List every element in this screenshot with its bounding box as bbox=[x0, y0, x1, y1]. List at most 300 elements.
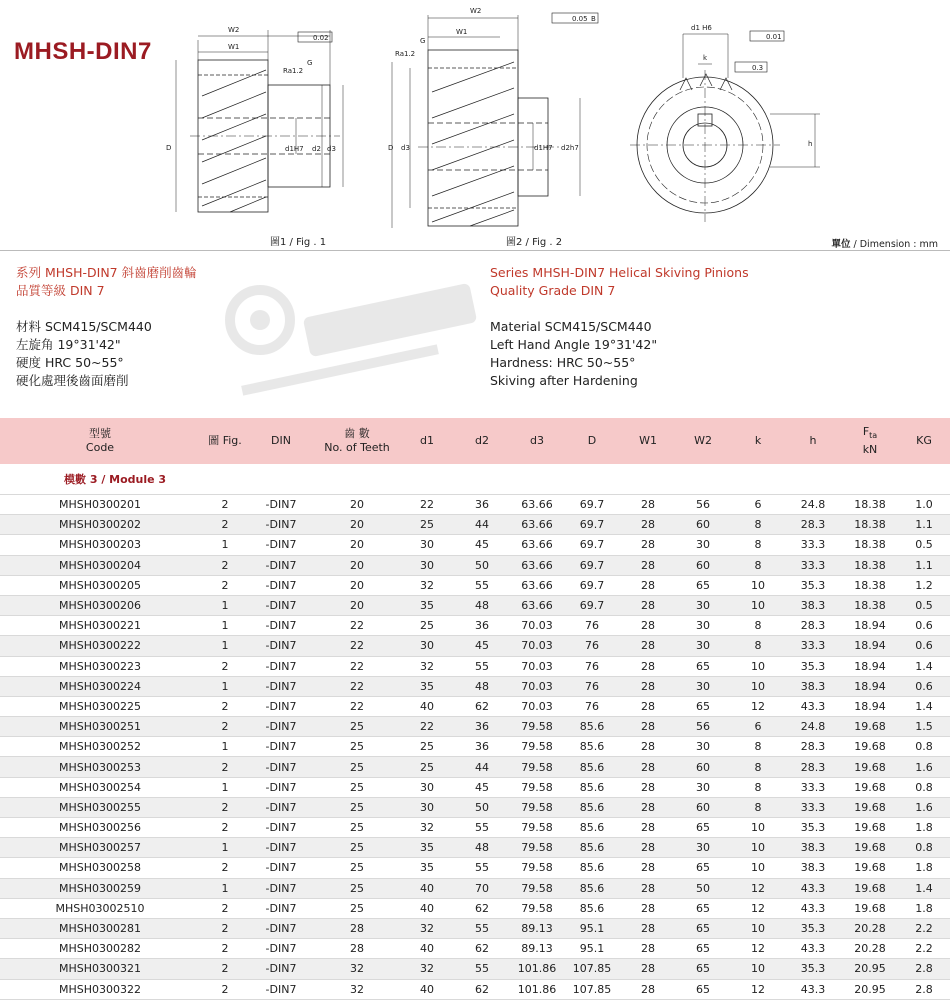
cell-code: MHSH0300252 bbox=[0, 737, 200, 757]
cell-code: MHSH0300254 bbox=[0, 777, 200, 797]
cell-h: 38.3 bbox=[784, 838, 842, 858]
cell-kg: 0.6 bbox=[898, 616, 950, 636]
cell-w2: 65 bbox=[674, 696, 732, 716]
cell-teeth: 25 bbox=[312, 777, 402, 797]
cell-h: 35.3 bbox=[784, 575, 842, 595]
figure-2-drawing bbox=[388, 7, 598, 228]
cell-d1: 32 bbox=[402, 575, 452, 595]
cell-w2: 30 bbox=[674, 595, 732, 615]
table-row bbox=[0, 777, 950, 797]
cell-fig: 2 bbox=[200, 918, 250, 938]
cell-d1: 30 bbox=[402, 535, 452, 555]
cell-k: 10 bbox=[732, 959, 784, 979]
cell-h: 38.3 bbox=[784, 676, 842, 696]
svg-text:d1 H6: d1 H6 bbox=[691, 24, 712, 32]
table-header-row bbox=[0, 418, 950, 464]
svg-text:W2: W2 bbox=[470, 7, 482, 15]
cell-d3: 89.13 bbox=[512, 939, 562, 959]
cell-k: 10 bbox=[732, 575, 784, 595]
cell-d2: 36 bbox=[452, 737, 512, 757]
table-row bbox=[0, 555, 950, 575]
figure-3-drawing bbox=[630, 24, 820, 222]
cell-fta: 18.94 bbox=[842, 636, 898, 656]
info-english bbox=[490, 264, 749, 390]
col-code: 型號 Code bbox=[0, 418, 200, 464]
cell-d2: 55 bbox=[452, 959, 512, 979]
cell-kg: 2.2 bbox=[898, 918, 950, 938]
cell-fta: 18.38 bbox=[842, 495, 898, 515]
table-row bbox=[0, 898, 950, 918]
cell-d2: 44 bbox=[452, 515, 512, 535]
cell-code: MHSH0300206 bbox=[0, 595, 200, 615]
cell-din: -DIN7 bbox=[250, 777, 312, 797]
cell-d2: 55 bbox=[452, 918, 512, 938]
cell-d1: 32 bbox=[402, 818, 452, 838]
col-fig: 圖 Fig. bbox=[200, 418, 250, 464]
module-row bbox=[0, 464, 950, 495]
cell-fig: 2 bbox=[200, 717, 250, 737]
cell-d2: 50 bbox=[452, 555, 512, 575]
cell-d3: 63.66 bbox=[512, 495, 562, 515]
cell-d1: 32 bbox=[402, 918, 452, 938]
table-row bbox=[0, 676, 950, 696]
svg-text:d3: d3 bbox=[401, 144, 410, 152]
cell-teeth: 28 bbox=[312, 918, 402, 938]
table-row bbox=[0, 737, 950, 757]
table-row bbox=[0, 656, 950, 676]
cell-kg: 1.8 bbox=[898, 818, 950, 838]
cell-fig: 2 bbox=[200, 515, 250, 535]
cell-fig: 2 bbox=[200, 979, 250, 999]
cell-d3: 63.66 bbox=[512, 555, 562, 575]
cell-h: 28.3 bbox=[784, 737, 842, 757]
cell-d1: 25 bbox=[402, 737, 452, 757]
cell-w1: 28 bbox=[622, 838, 674, 858]
table-row bbox=[0, 918, 950, 938]
cell-k: 8 bbox=[732, 535, 784, 555]
cell-d3: 70.03 bbox=[512, 616, 562, 636]
cell-fta: 19.68 bbox=[842, 818, 898, 838]
figure-1-drawing bbox=[166, 26, 343, 212]
cell-fig: 1 bbox=[200, 616, 250, 636]
col-din: DIN bbox=[250, 418, 312, 464]
cell-code: MHSH0300258 bbox=[0, 858, 200, 878]
cell-D: 85.6 bbox=[562, 777, 622, 797]
cell-fta: 19.68 bbox=[842, 838, 898, 858]
cell-teeth: 22 bbox=[312, 656, 402, 676]
cell-k: 8 bbox=[732, 757, 784, 777]
cell-w2: 60 bbox=[674, 555, 732, 575]
cell-w2: 30 bbox=[674, 636, 732, 656]
cell-din: -DIN7 bbox=[250, 959, 312, 979]
cell-d2: 36 bbox=[452, 495, 512, 515]
technical-drawings bbox=[0, 0, 950, 250]
cell-fta: 19.68 bbox=[842, 717, 898, 737]
dimension-note-zh: 單位 bbox=[831, 239, 851, 250]
cell-k: 12 bbox=[732, 898, 784, 918]
cell-h: 43.3 bbox=[784, 898, 842, 918]
cell-d3: 79.58 bbox=[512, 797, 562, 817]
table-row bbox=[0, 818, 950, 838]
cell-teeth: 20 bbox=[312, 575, 402, 595]
cell-teeth: 22 bbox=[312, 636, 402, 656]
cell-d3: 70.03 bbox=[512, 636, 562, 656]
cell-fig: 1 bbox=[200, 737, 250, 757]
cell-D: 76 bbox=[562, 636, 622, 656]
cell-d1: 30 bbox=[402, 797, 452, 817]
cell-d1: 30 bbox=[402, 777, 452, 797]
cell-d2: 48 bbox=[452, 676, 512, 696]
cell-h: 38.3 bbox=[784, 595, 842, 615]
cell-din: -DIN7 bbox=[250, 939, 312, 959]
cell-code: MHSH0300222 bbox=[0, 636, 200, 656]
cell-D: 69.7 bbox=[562, 595, 622, 615]
cell-d3: 79.58 bbox=[512, 898, 562, 918]
cell-d3: 89.13 bbox=[512, 918, 562, 938]
table-row bbox=[0, 535, 950, 555]
dimension-note bbox=[831, 236, 938, 250]
cell-d2: 62 bbox=[452, 979, 512, 999]
svg-text:d2h7: d2h7 bbox=[561, 144, 579, 152]
cell-fta: 18.38 bbox=[842, 575, 898, 595]
svg-text:W2: W2 bbox=[228, 26, 240, 34]
col-teeth: 齒 數 No. of Teeth bbox=[312, 418, 402, 464]
cell-k: 8 bbox=[732, 616, 784, 636]
cell-w2: 60 bbox=[674, 515, 732, 535]
cell-D: 95.1 bbox=[562, 918, 622, 938]
cell-d3: 63.66 bbox=[512, 575, 562, 595]
cell-D: 85.6 bbox=[562, 818, 622, 838]
cell-code: MHSH0300257 bbox=[0, 838, 200, 858]
cell-w2: 65 bbox=[674, 818, 732, 838]
cell-k: 10 bbox=[732, 818, 784, 838]
cell-din: -DIN7 bbox=[250, 979, 312, 999]
cell-kg: 1.1 bbox=[898, 515, 950, 535]
cell-din: -DIN7 bbox=[250, 838, 312, 858]
cell-d1: 25 bbox=[402, 616, 452, 636]
cell-d1: 25 bbox=[402, 515, 452, 535]
cell-din: -DIN7 bbox=[250, 676, 312, 696]
cell-k: 8 bbox=[732, 737, 784, 757]
cell-code: MHSH0300223 bbox=[0, 656, 200, 676]
watermark-logo-icon bbox=[220, 265, 520, 415]
cell-din: -DIN7 bbox=[250, 858, 312, 878]
cell-fig: 2 bbox=[200, 575, 250, 595]
cell-d2: 45 bbox=[452, 636, 512, 656]
cell-d3: 79.58 bbox=[512, 878, 562, 898]
cell-d2: 62 bbox=[452, 696, 512, 716]
cell-w1: 28 bbox=[622, 939, 674, 959]
cell-d2: 45 bbox=[452, 777, 512, 797]
svg-text:W1: W1 bbox=[456, 28, 468, 36]
series-en: Series MHSH-DIN7 Helical Skiving Pinions bbox=[490, 265, 749, 280]
cell-w2: 50 bbox=[674, 878, 732, 898]
cell-kg: 1.2 bbox=[898, 575, 950, 595]
spec-table bbox=[0, 418, 950, 1000]
cell-d3: 79.58 bbox=[512, 717, 562, 737]
cell-w1: 28 bbox=[622, 878, 674, 898]
cell-k: 10 bbox=[732, 656, 784, 676]
cell-fig: 1 bbox=[200, 878, 250, 898]
cell-kg: 1.8 bbox=[898, 898, 950, 918]
cell-fta: 20.95 bbox=[842, 979, 898, 999]
cell-w2: 30 bbox=[674, 535, 732, 555]
cell-d1: 35 bbox=[402, 595, 452, 615]
cell-teeth: 25 bbox=[312, 797, 402, 817]
cell-d2: 55 bbox=[452, 858, 512, 878]
svg-text:Ra1.2: Ra1.2 bbox=[283, 67, 304, 75]
svg-text:0.3: 0.3 bbox=[752, 64, 764, 72]
cell-d2: 70 bbox=[452, 878, 512, 898]
cell-fta: 18.38 bbox=[842, 595, 898, 615]
col-d1: d1 bbox=[402, 418, 452, 464]
treatment-zh: 硬化處理後齒面磨削 bbox=[16, 373, 129, 388]
cell-kg: 0.8 bbox=[898, 777, 950, 797]
cell-h: 28.3 bbox=[784, 515, 842, 535]
cell-code: MHSH0300205 bbox=[0, 575, 200, 595]
cell-kg: 1.6 bbox=[898, 797, 950, 817]
cell-w2: 65 bbox=[674, 858, 732, 878]
cell-d1: 30 bbox=[402, 555, 452, 575]
col-w1: W1 bbox=[622, 418, 674, 464]
cell-d2: 48 bbox=[452, 595, 512, 615]
cell-w1: 28 bbox=[622, 959, 674, 979]
cell-kg: 1.8 bbox=[898, 858, 950, 878]
cell-w1: 28 bbox=[622, 797, 674, 817]
cell-w2: 30 bbox=[674, 737, 732, 757]
cell-code: MHSH0300202 bbox=[0, 515, 200, 535]
cell-k: 10 bbox=[732, 595, 784, 615]
cell-h: 24.8 bbox=[784, 717, 842, 737]
cell-kg: 1.4 bbox=[898, 878, 950, 898]
cell-d1: 35 bbox=[402, 858, 452, 878]
table-row bbox=[0, 616, 950, 636]
cell-d1: 25 bbox=[402, 757, 452, 777]
cell-din: -DIN7 bbox=[250, 656, 312, 676]
cell-d3: 79.58 bbox=[512, 838, 562, 858]
cell-D: 107.85 bbox=[562, 959, 622, 979]
cell-D: 95.1 bbox=[562, 939, 622, 959]
cell-h: 35.3 bbox=[784, 656, 842, 676]
cell-code: MHSH0300322 bbox=[0, 979, 200, 999]
cell-code: MHSH0300253 bbox=[0, 757, 200, 777]
svg-text:d1H7: d1H7 bbox=[534, 144, 553, 152]
cell-d1: 40 bbox=[402, 979, 452, 999]
cell-teeth: 25 bbox=[312, 737, 402, 757]
cell-code: MHSH0300259 bbox=[0, 878, 200, 898]
cell-w1: 28 bbox=[622, 737, 674, 757]
cell-d2: 55 bbox=[452, 656, 512, 676]
cell-D: 69.7 bbox=[562, 555, 622, 575]
cell-kg: 0.6 bbox=[898, 676, 950, 696]
cell-kg: 1.4 bbox=[898, 696, 950, 716]
svg-text:h: h bbox=[808, 140, 813, 148]
cell-code: MHSH0300321 bbox=[0, 959, 200, 979]
cell-kg: 2.8 bbox=[898, 979, 950, 999]
cell-w1: 28 bbox=[622, 515, 674, 535]
cell-k: 12 bbox=[732, 878, 784, 898]
cell-k: 10 bbox=[732, 858, 784, 878]
cell-D: 76 bbox=[562, 656, 622, 676]
page-title: MHSH-DIN7 bbox=[14, 38, 152, 65]
cell-d2: 55 bbox=[452, 575, 512, 595]
treatment-en: Skiving after Hardening bbox=[490, 373, 638, 388]
cell-h: 24.8 bbox=[784, 495, 842, 515]
cell-din: -DIN7 bbox=[250, 737, 312, 757]
cell-kg: 1.1 bbox=[898, 555, 950, 575]
dimension-note-en: / Dimension : mm bbox=[850, 239, 938, 250]
cell-kg: 2.8 bbox=[898, 959, 950, 979]
cell-w2: 65 bbox=[674, 918, 732, 938]
svg-text:0.02: 0.02 bbox=[313, 34, 329, 42]
svg-text:d2: d2 bbox=[312, 145, 321, 153]
cell-D: 69.7 bbox=[562, 495, 622, 515]
cell-w2: 56 bbox=[674, 717, 732, 737]
svg-text:B: B bbox=[591, 15, 596, 23]
svg-text:d1H7: d1H7 bbox=[285, 145, 304, 153]
cell-fta: 19.68 bbox=[842, 898, 898, 918]
cell-code: MHSH0300224 bbox=[0, 676, 200, 696]
col-kg: KG bbox=[898, 418, 950, 464]
cell-w2: 65 bbox=[674, 939, 732, 959]
cell-din: -DIN7 bbox=[250, 898, 312, 918]
cell-fta: 19.68 bbox=[842, 777, 898, 797]
cell-fta: 19.68 bbox=[842, 797, 898, 817]
cell-fig: 1 bbox=[200, 595, 250, 615]
cell-h: 35.3 bbox=[784, 818, 842, 838]
cell-w1: 28 bbox=[622, 918, 674, 938]
cell-w1: 28 bbox=[622, 656, 674, 676]
cell-w1: 28 bbox=[622, 717, 674, 737]
section-divider bbox=[0, 250, 950, 251]
cell-d3: 70.03 bbox=[512, 696, 562, 716]
cell-w2: 30 bbox=[674, 676, 732, 696]
cell-w1: 28 bbox=[622, 495, 674, 515]
col-h: h bbox=[784, 418, 842, 464]
cell-D: 85.6 bbox=[562, 757, 622, 777]
cell-k: 8 bbox=[732, 515, 784, 535]
cell-din: -DIN7 bbox=[250, 878, 312, 898]
cell-fig: 2 bbox=[200, 555, 250, 575]
cell-code: MHSH0300203 bbox=[0, 535, 200, 555]
material-en: Material SCM415/SCM440 bbox=[490, 319, 652, 334]
cell-din: -DIN7 bbox=[250, 696, 312, 716]
svg-text:0.05: 0.05 bbox=[572, 15, 588, 23]
table-row bbox=[0, 797, 950, 817]
gear-drawings-svg bbox=[0, 0, 950, 250]
cell-D: 107.85 bbox=[562, 979, 622, 999]
cell-code: MHSH0300256 bbox=[0, 818, 200, 838]
cell-d1: 40 bbox=[402, 878, 452, 898]
cell-w1: 28 bbox=[622, 979, 674, 999]
cell-D: 85.6 bbox=[562, 878, 622, 898]
cell-w1: 28 bbox=[622, 616, 674, 636]
cell-w1: 28 bbox=[622, 777, 674, 797]
table-row bbox=[0, 878, 950, 898]
cell-d3: 63.66 bbox=[512, 515, 562, 535]
cell-teeth: 25 bbox=[312, 858, 402, 878]
cell-fta: 19.68 bbox=[842, 878, 898, 898]
cell-fig: 2 bbox=[200, 757, 250, 777]
cell-din: -DIN7 bbox=[250, 757, 312, 777]
table-row bbox=[0, 717, 950, 737]
cell-h: 43.3 bbox=[784, 878, 842, 898]
cell-fig: 2 bbox=[200, 858, 250, 878]
cell-din: -DIN7 bbox=[250, 535, 312, 555]
cell-k: 10 bbox=[732, 838, 784, 858]
cell-D: 69.7 bbox=[562, 575, 622, 595]
cell-teeth: 25 bbox=[312, 878, 402, 898]
cell-w2: 65 bbox=[674, 898, 732, 918]
cell-D: 85.6 bbox=[562, 898, 622, 918]
svg-text:D: D bbox=[166, 144, 172, 152]
cell-h: 43.3 bbox=[784, 939, 842, 959]
cell-w2: 65 bbox=[674, 575, 732, 595]
cell-teeth: 20 bbox=[312, 535, 402, 555]
helix-angle-en: Left Hand Angle 19°31'42" bbox=[490, 337, 658, 352]
cell-d3: 79.58 bbox=[512, 777, 562, 797]
cell-w1: 28 bbox=[622, 696, 674, 716]
svg-text:W1: W1 bbox=[228, 43, 240, 51]
cell-h: 28.3 bbox=[784, 757, 842, 777]
cell-w1: 28 bbox=[622, 595, 674, 615]
cell-d1: 30 bbox=[402, 636, 452, 656]
cell-kg: 1.4 bbox=[898, 656, 950, 676]
cell-d3: 79.58 bbox=[512, 818, 562, 838]
cell-din: -DIN7 bbox=[250, 918, 312, 938]
figure-1-caption: 圖1 / Fig . 1 bbox=[270, 237, 327, 248]
cell-fig: 2 bbox=[200, 495, 250, 515]
table-row bbox=[0, 979, 950, 999]
cell-d2: 36 bbox=[452, 616, 512, 636]
cell-k: 6 bbox=[732, 495, 784, 515]
cell-w2: 30 bbox=[674, 616, 732, 636]
cell-h: 43.3 bbox=[784, 696, 842, 716]
cell-fig: 1 bbox=[200, 838, 250, 858]
cell-h: 33.3 bbox=[784, 555, 842, 575]
cell-teeth: 20 bbox=[312, 595, 402, 615]
cell-din: -DIN7 bbox=[250, 555, 312, 575]
cell-fta: 19.68 bbox=[842, 757, 898, 777]
cell-fig: 1 bbox=[200, 676, 250, 696]
cell-D: 85.6 bbox=[562, 717, 622, 737]
cell-fta: 19.68 bbox=[842, 858, 898, 878]
cell-d2: 45 bbox=[452, 535, 512, 555]
info-chinese bbox=[16, 264, 197, 390]
cell-fta: 18.38 bbox=[842, 535, 898, 555]
cell-teeth: 25 bbox=[312, 757, 402, 777]
cell-code: MHSH0300221 bbox=[0, 616, 200, 636]
series-zh: 系列 MHSH-DIN7 斜齒磨削齒輪 bbox=[16, 265, 197, 280]
cell-code: MHSH0300281 bbox=[0, 918, 200, 938]
cell-teeth: 32 bbox=[312, 959, 402, 979]
cell-d2: 44 bbox=[452, 757, 512, 777]
table-row bbox=[0, 595, 950, 615]
cell-teeth: 28 bbox=[312, 939, 402, 959]
cell-kg: 0.8 bbox=[898, 838, 950, 858]
cell-d2: 48 bbox=[452, 838, 512, 858]
cell-fta: 19.68 bbox=[842, 737, 898, 757]
cell-d3: 70.03 bbox=[512, 676, 562, 696]
cell-w2: 30 bbox=[674, 838, 732, 858]
svg-text:G: G bbox=[420, 37, 426, 45]
cell-D: 69.7 bbox=[562, 515, 622, 535]
cell-h: 35.3 bbox=[784, 918, 842, 938]
svg-text:D: D bbox=[388, 144, 394, 152]
cell-w2: 60 bbox=[674, 797, 732, 817]
cell-fig: 1 bbox=[200, 777, 250, 797]
cell-h: 33.3 bbox=[784, 797, 842, 817]
